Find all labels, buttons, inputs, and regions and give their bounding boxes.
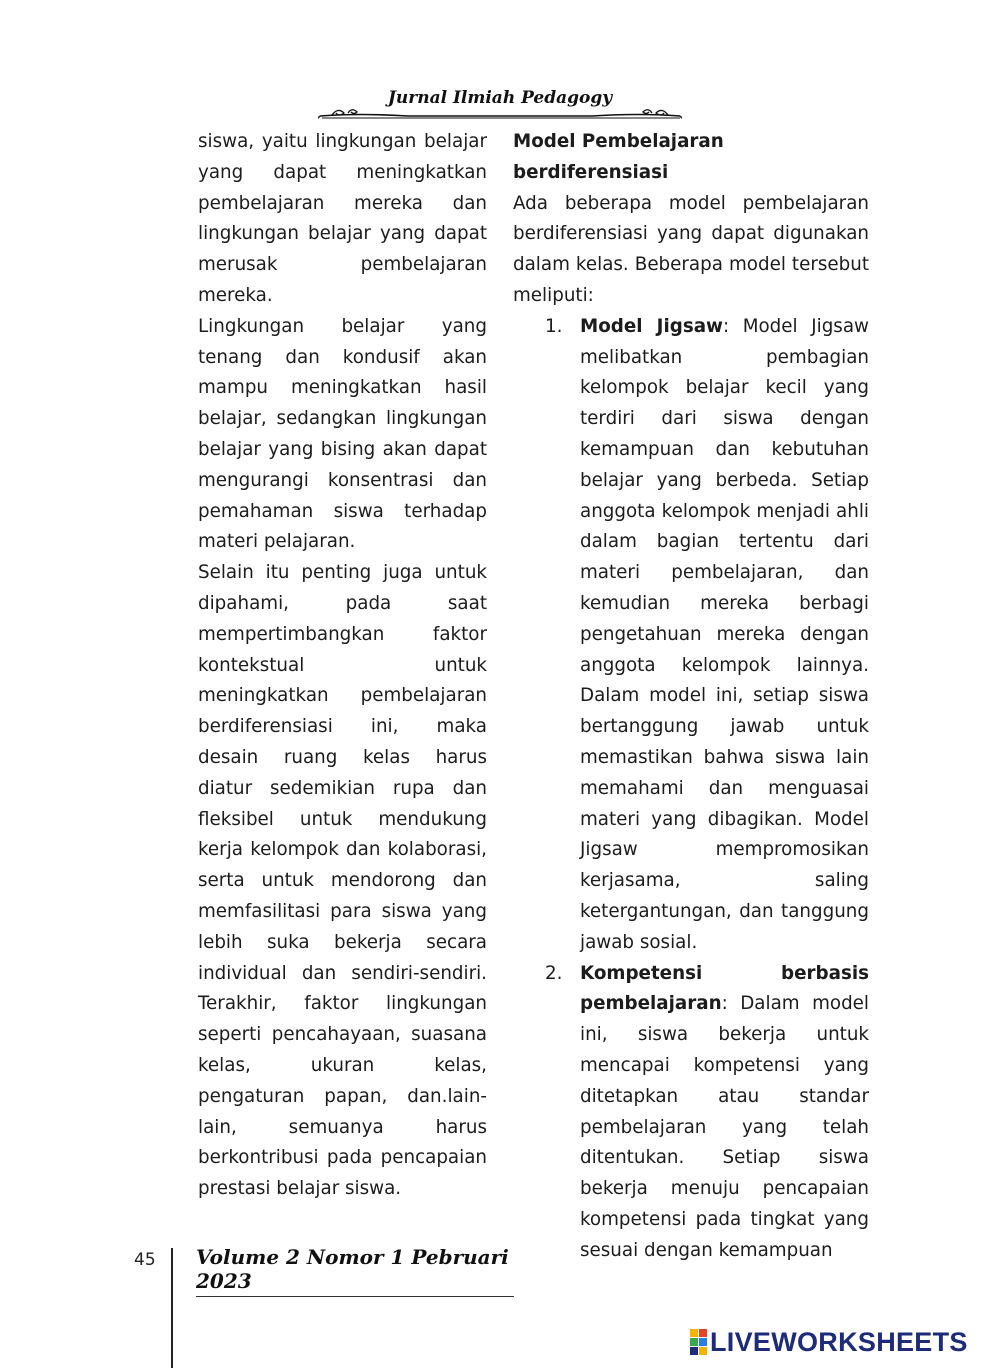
volume-label: Volume 2 Nomor 1 Pebruari 2023 <box>196 1245 514 1297</box>
list-item <box>513 312 869 959</box>
left-column <box>198 127 487 1205</box>
item-term: Model Jigsaw <box>580 315 723 337</box>
section-heading: Model Pembelajaran berdiferensiasi <box>513 131 724 183</box>
journal-header <box>318 86 682 126</box>
item-number: 2. <box>545 962 563 984</box>
paragraph: Selain itu penting juga untuk dipahami, pada saat mempertimbangkan faktor kontekstual untuk meningkatkan pembelajaran berdiferensiasi ini, maka desain ruang kelas harus diatur sedemikian rupa dan fleksibel untuk mendukung kerja kelompok dan kolaborasi, serta untuk mendorong dan memfasilitasi para siswa yang lebih suka bekerja secara individual dan sendiri-sendiri. Terakhir, faktor lingkungan seperti pencahayaan, suasana kelas, ukuran kelas, pengaturan papan, dan.lain-lain, semuanya harus berkontribusi pada pencapaian prestasi belajar siswa. <box>198 562 487 1200</box>
page-number: 45 <box>134 1250 156 1270</box>
paragraph: siswa, yaitu lingkungan belajar yang dapat meningkatkan pembelajaran mereka dan lingkungan belajar yang dapat merusak pembelajaran mereka. <box>198 131 487 306</box>
right-column <box>513 127 869 1266</box>
item-text: : Model Jigsaw melibatkan pembagian kelompok belajar kecil yang terdiri dari siswa dengan kemampuan dan kebutuhan belajar yang berbeda. Setiap anggota kelompok menjadi ahli dalam bagian tertentu dari materi pembelajaran, dan kemudian mereka berbagi pengetahuan mereka dengan anggota kelompok lainnya. Dalam model ini, setiap siswa bertanggung jawab untuk memastikan bahwa siswa lain memahami dan menguasai materi yang dibagikan. Model Jigsaw mempromosikan kerjasama, saling ketergantungan, dan tanggung jawab sosial. <box>580 315 869 953</box>
item-text: : Dalam model ini, siswa bekerja untuk mencapai kompetensi yang ditetapkan atau standar pembelajaran yang telah ditentukan. Setiap siswa bekerja menuju pencapaian kompetensi pada tingkat yang sesuai dengan kemampuan <box>580 993 869 1261</box>
journal-title: Jurnal Ilmiah Pedagogy <box>387 88 613 108</box>
liveworksheets-watermark <box>690 1327 968 1357</box>
footer-divider <box>171 1248 173 1368</box>
watermark-text: LIVEWORKSHEETS <box>710 1326 968 1357</box>
liveworksheets-logo-icon <box>690 1329 707 1355</box>
item-term: Kompetensi berbasis pembelajaran <box>580 962 869 1015</box>
paragraph: Lingkungan belajar yang tenang dan kondusif akan mampu meningkatkan hasil belajar, sedangkan lingkungan belajar yang bising akan dapat mengurangi konsentrasi dan pemahaman siswa terhadap materi pelajaran. <box>198 315 487 553</box>
list-item <box>513 959 869 1267</box>
item-number: 1. <box>545 315 563 337</box>
model-list <box>513 312 869 1267</box>
intro-paragraph: Ada beberapa model pembelajaran berdiferensiasi yang dapat digunakan dalam kelas. Beberapa model tersebut meliputi: <box>513 192 869 306</box>
